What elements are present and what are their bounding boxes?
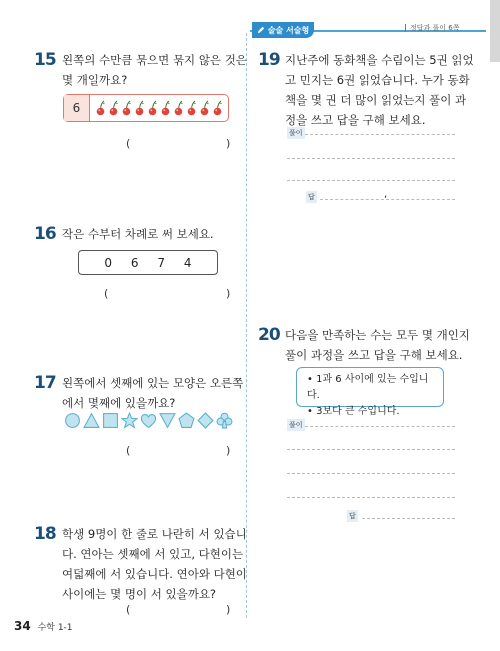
answer-paren-close-18: ) <box>226 603 231 616</box>
down-triangle-icon <box>159 412 176 429</box>
question-18-line-1: 학생 9명이 한 줄로 나란히 서 있습니 <box>62 527 247 541</box>
cherry-count-box <box>63 94 229 122</box>
cherry-icon <box>147 100 158 116</box>
question-17-line-2: 에서 몇째에 있을까요? <box>62 396 176 410</box>
condition-box <box>296 367 444 417</box>
count-box-number: 6 <box>64 95 90 121</box>
pentagon-icon <box>178 412 195 429</box>
side-tab <box>490 0 500 62</box>
cherry-icon <box>212 100 223 116</box>
club-icon <box>216 412 233 429</box>
solution-line[interactable] <box>287 473 455 474</box>
cherry-icon <box>160 100 171 116</box>
solution-label-20: 풀이 <box>289 421 303 429</box>
solution-line[interactable] <box>287 449 455 450</box>
question-20-line-2: 풀이 과정을 쓰고 답을 구해 보세요. <box>285 348 463 362</box>
cherry-icon <box>134 100 145 116</box>
answer-line-19[interactable] <box>320 199 455 200</box>
circle-icon <box>64 412 81 429</box>
answer-label-20: 답 <box>349 512 356 520</box>
question-number-17: 17 <box>34 373 56 393</box>
answer-line-20[interactable] <box>362 518 455 519</box>
sequence-number: 6 <box>130 255 139 270</box>
section-tag <box>252 22 314 38</box>
question-number-18: 18 <box>34 524 56 544</box>
pencil-icon <box>257 26 265 34</box>
solution-line[interactable] <box>287 180 455 181</box>
number-sequence-box <box>78 250 218 275</box>
cherry-icon <box>186 100 197 116</box>
page-number: 34 <box>14 619 31 633</box>
solution-line[interactable] <box>287 497 455 498</box>
cherry-icon <box>121 100 132 116</box>
question-number-15: 15 <box>34 50 56 70</box>
condition-item: • 3보다 큰 수입니다. <box>307 406 400 417</box>
cherry-icon <box>108 100 119 116</box>
shape-row <box>64 412 233 429</box>
question-19-line-3: 책을 몇 권 더 많이 읽었는지 풀이 과 <box>285 93 467 107</box>
question-17-line-1: 왼쪽에서 셋째에 있는 모양은 오른쪽 <box>62 376 244 390</box>
cherry-row <box>95 100 223 116</box>
square-icon <box>102 412 119 429</box>
question-number-19: 19 <box>258 50 280 70</box>
answer-label-19: 답 <box>308 193 315 201</box>
question-19-line-4: 정을 쓰고 답을 구해 보세요. <box>285 113 426 127</box>
answer-reference: 정답과 풀이 6쪽 <box>405 23 459 33</box>
question-number-20: 20 <box>258 325 280 345</box>
question-18-line-3: 여덟째에 서 있습니다. 연아와 다현이 <box>62 567 247 581</box>
condition-item: • 1과 6 사이에 있는 수입니다. <box>307 374 429 401</box>
answer-paren-close-16: ) <box>226 287 231 300</box>
page-footer <box>14 619 73 633</box>
section-tag-label: 술술 서술형 <box>267 25 310 35</box>
sequence-number: 4 <box>183 255 192 270</box>
diamond-icon <box>197 412 214 429</box>
answer-comma: , <box>384 189 388 200</box>
question-19-line-1: 지난주에 동화책을 수림이는 5권 읽었 <box>285 53 474 67</box>
question-15-line-1: 왼쪽의 수만큼 묶으면 묶지 않은 것은 <box>62 53 247 67</box>
question-19-line-2: 고 민지는 6권 읽었습니다. 누가 동화 <box>285 73 470 87</box>
solution-line[interactable] <box>305 426 455 427</box>
sequence-number: 0 <box>104 255 113 270</box>
star-icon <box>121 412 138 429</box>
answer-paren-open-17: ( <box>126 444 131 457</box>
question-15-line-2: 몇 개일까요? <box>62 73 128 87</box>
question-number-16: 16 <box>34 224 56 244</box>
answer-paren-open-18: ( <box>126 603 131 616</box>
question-16-line-1: 작은 수부터 차례로 써 보세요. <box>62 227 214 241</box>
heart-icon <box>140 412 157 429</box>
sequence-number: 7 <box>157 255 166 270</box>
solution-label-19: 풀이 <box>289 129 303 137</box>
triangle-icon <box>83 412 100 429</box>
cherry-icon <box>95 100 106 116</box>
answer-paren-close-15: ) <box>226 137 231 150</box>
question-18-line-4: 사이에는 몇 명이 서 있을까요? <box>62 587 217 601</box>
question-20-line-1: 다음을 만족하는 수는 모두 몇 개인지 <box>285 328 470 342</box>
cherry-icon <box>199 100 210 116</box>
answer-paren-open-16: ( <box>104 287 109 300</box>
solution-line[interactable] <box>305 134 455 135</box>
question-18-line-2: 다. 연아는 셋째에 서 있고, 다현이는 <box>62 547 244 561</box>
cherry-icon <box>173 100 184 116</box>
answer-paren-open-15: ( <box>126 137 131 150</box>
answer-paren-close-17: ) <box>226 444 231 457</box>
subject-label: 수학 1-1 <box>37 623 73 633</box>
solution-line[interactable] <box>287 158 455 159</box>
